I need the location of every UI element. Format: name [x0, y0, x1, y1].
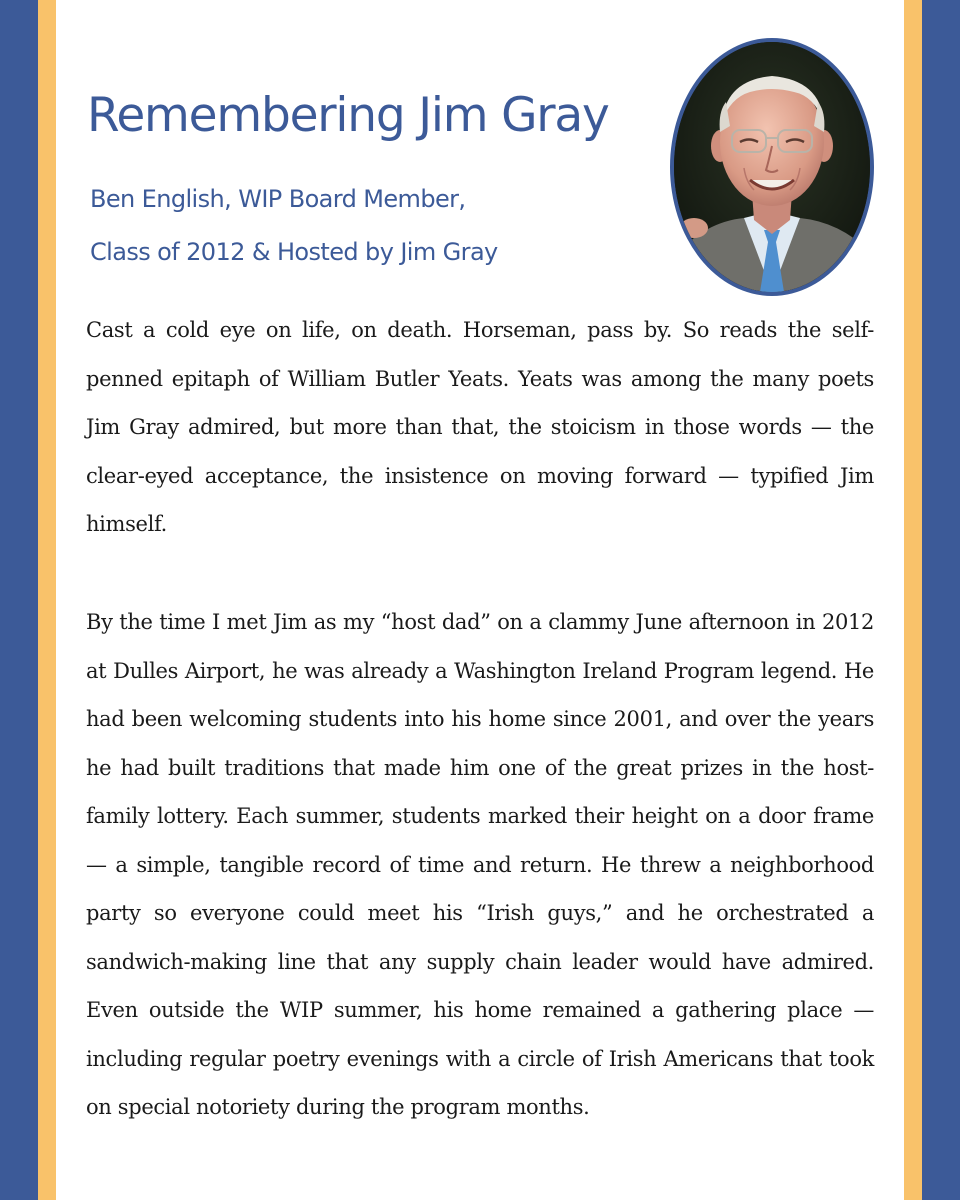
- page-title: Remembering Jim Gray: [87, 88, 609, 143]
- portrait-illustration: [674, 42, 870, 292]
- byline-author: Ben English, WIP Board Member,: [90, 185, 466, 213]
- right-gold-border: [904, 0, 922, 1200]
- article-paragraph-2: By the time I met Jim as my “host dad” on a clammy June afternoon in 2012 at Dulles Airport, he was already a Washington Ireland Program legend. He had been welcoming students into his home since 2001, and over the years he had built traditions that made him one of the great prizes in the host-family lottery. Each summer, students marked their height on a door frame — a simple, tangible record of time and return. He threw a neighborhood party so everyone could meet his “Irish guys,” and he orchestrated a sandwich-making line that any supply chain leader would have admired. Even outside the WIP summer, his home remained a gathering place — including regular poetry evenings with a circle of Irish Americans that took on special notoriety during the program months.: [86, 610, 874, 1119]
- portrait-photo: [670, 38, 874, 296]
- article-page: [56, 0, 904, 1200]
- article-paragraph-1: Cast a cold eye on life, on death. Horseman, pass by. So reads the self-penned epitaph of William Butler Yeats. Yeats was among the many poets Jim Gray admired, but more than that, the stoicism in those words — the clear-eyed acceptance, the insistence on moving forward — typified Jim himself.: [86, 318, 874, 536]
- byline-class: Class of 2012 & Hosted by Jim Gray: [90, 238, 498, 266]
- left-gold-border: [38, 0, 56, 1200]
